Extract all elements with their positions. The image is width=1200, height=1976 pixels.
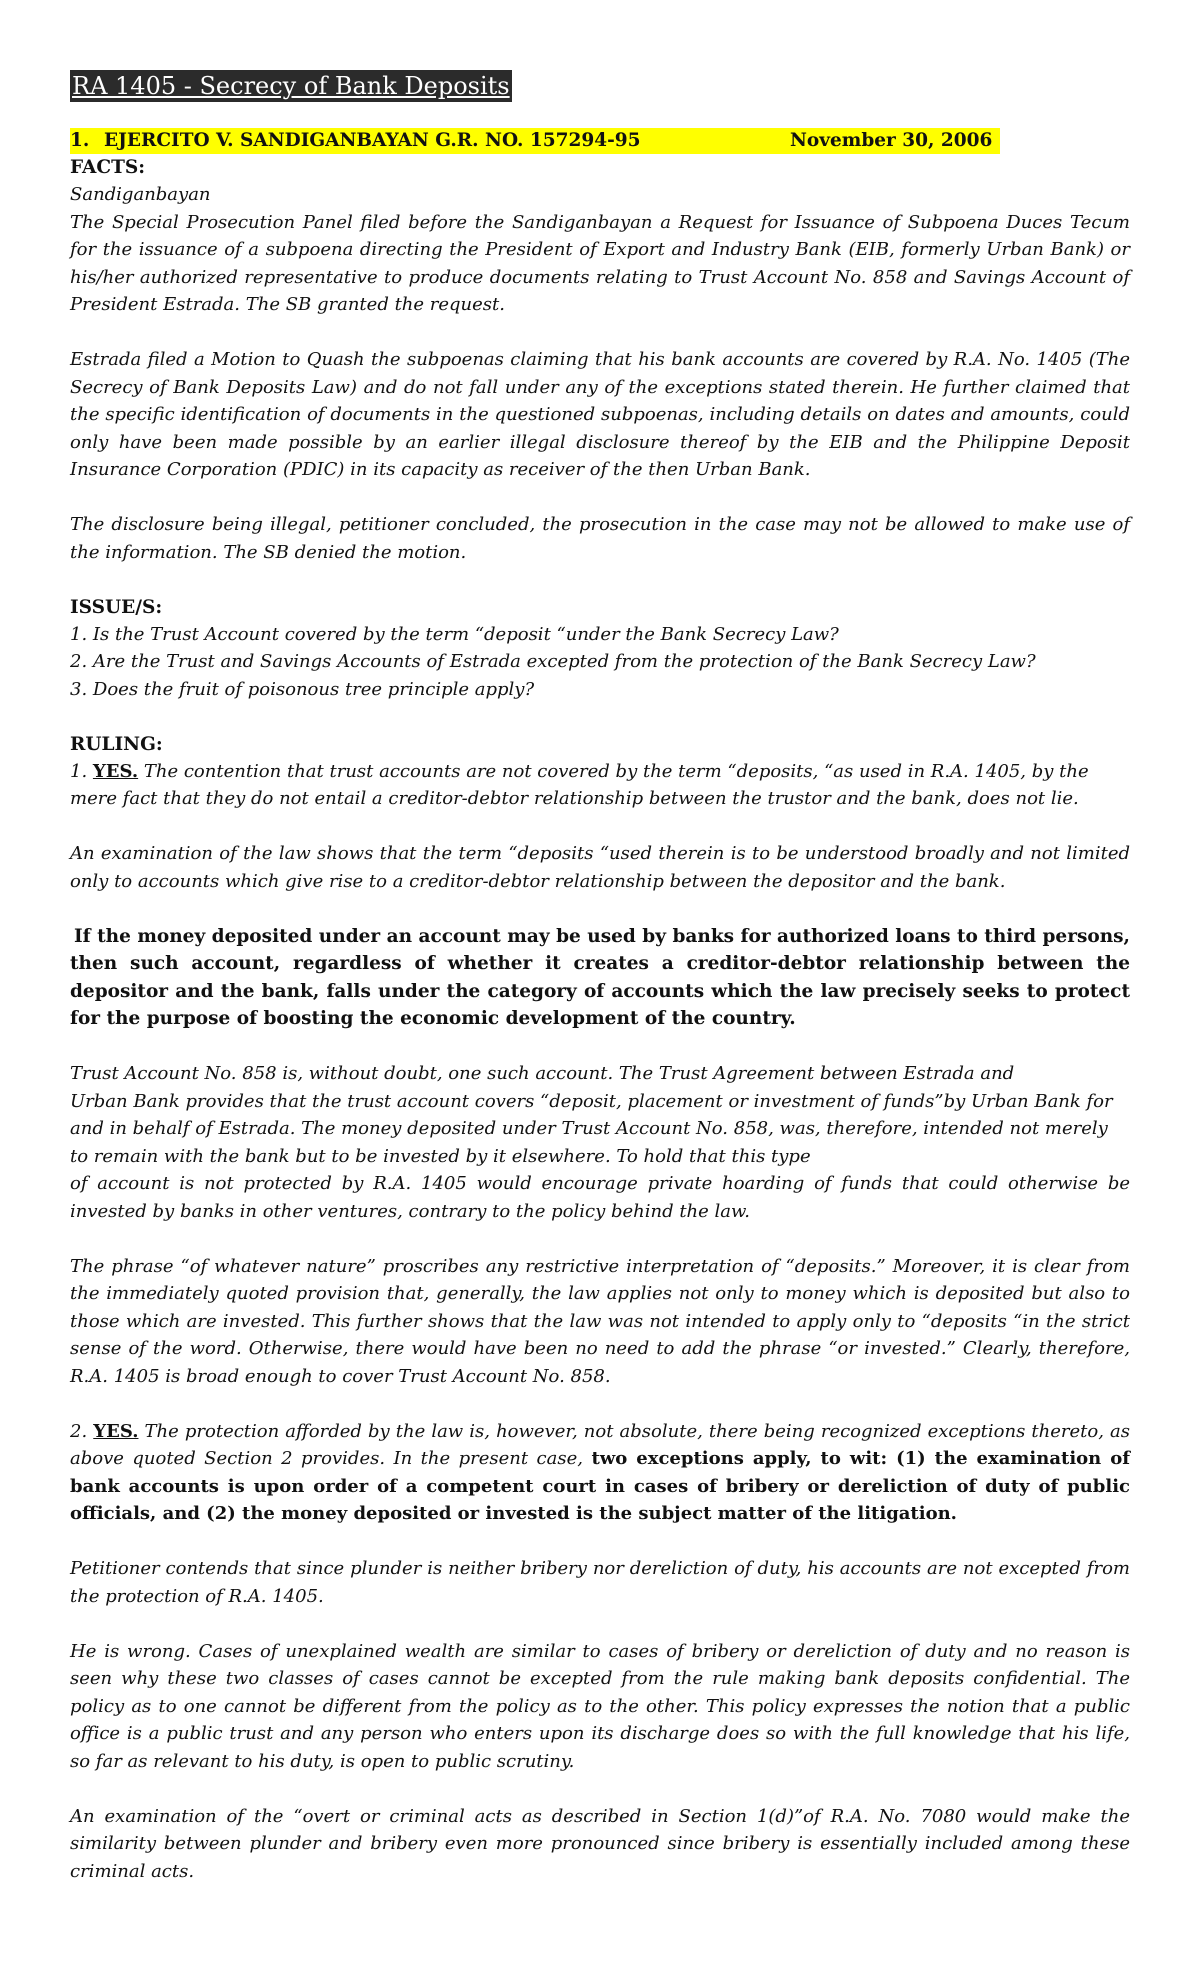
trust-account-line-2: Urban Bank provides that the trust account covers “deposit, placement or investment of funds”by Urban Bank for and in behalf of Estrada. The money deposited under Trust Account No. 858, was, therefore, intended not merely to remain with the bank but to be invested by it elsewhere. To hold that this type — [70, 1090, 1113, 1167]
issue-item: 3. Does the fruit of poisonous tree principle apply? — [70, 678, 535, 700]
ruling-2 — [70, 1418, 1130, 1528]
issue-item: 2. Are the Trust and Savings Accounts of Estrada excepted from the protection of the Bank Secrecy Law? — [70, 651, 1036, 672]
issues-label: ISSUE/S: — [70, 596, 163, 618]
document-page — [70, 70, 1130, 1885]
issue-item: 1. Is the Trust Account covered by the term “deposit “under the Bank Secrecy Law? — [70, 623, 839, 645]
facts-court: Sandiganbayan — [70, 184, 211, 205]
ruling-2-text: The protection afforded by the law is, however, not absolute, there being recognized exceptions thereto, as above quoted Section 2 provides. In the present case, — [70, 1420, 1130, 1469]
ruling-bold-paragraph: If the money deposited under an account may be used by banks for authorized loans to third persons, then such account, regardless of whether it creates a creditor-debtor relationship between the depositor and the bank, falls under the category of accounts which the law precisely seeks to protect for the purpose of boosting the economic development of the country. — [70, 925, 1130, 1029]
ruling-1-number: 1. — [70, 760, 88, 782]
ruling-1-text: The contention that trust accounts are not covered by the term “deposits, “as used in R.A. 1405, by the mere fact that they do not entail a creditor-debtor relationship between the trustor and the bank, does not lie. — [70, 760, 1089, 809]
trust-account-line-3: of account is not protected by R.A. 1405 would encourage private hoarding of funds that could otherwise be invested by banks in other ventures, contrary to the policy behind the law. — [70, 1173, 1130, 1222]
ruling-examination-paragraph: An examination of the law shows that the term “deposits “used therein is to be understood broadly and not limited only to accounts which give rise to a creditor-debtor relationship between the depositor and the bank. — [70, 843, 1130, 892]
ruling-2-number: 2. — [70, 1420, 88, 1442]
ruling-1-answer: YES. — [92, 760, 139, 782]
overt-acts-paragraph: An examination of the “overt or criminal acts as described in Section 1(d)”of R.A. No. 7080 would make the similarity between plunder and bribery even more pronounced since bribery is essentially included among these criminal acts. — [70, 1805, 1130, 1882]
facts-paragraph-3: The disclosure being illegal, petitioner concluded, the prosecution in the case may not be allowed to make use of the information. The SB denied the motion. — [70, 514, 1130, 563]
case-heading — [70, 128, 1000, 154]
ruling-2-exceptions: two exceptions apply, to wit: (1) the examination of bank accounts is upon order of a competent court in cases of bribery or dereliction of duty of public officials, and (2) the money deposited or invested is the subject matter of the litigation. — [70, 1448, 1131, 1524]
trust-account-line-1: Trust Account No. 858 is, without doubt, one such account. The Trust Agreement between Estrada and — [70, 1063, 1015, 1084]
document-title: RA 1405 - Secrecy of Bank Deposits — [72, 72, 510, 100]
he-is-wrong-paragraph: He is wrong. Cases of unexplained wealth are similar to cases of bribery or dereliction of duty and no reason is seen why these two classes of cases cannot be excepted from the rule making bank deposits confidential. The policy as to one cannot be different from the policy as to the other. This policy expresses the notion that a public office is a public trust and any person who enters upon its discharge does so with the full knowledge that his life, so far as relevant to his duty, is open to public scrutiny. — [70, 1640, 1130, 1772]
facts-paragraph-2: Estrada filed a Motion to Quash the subpoenas claiming that his bank accounts are covered by R.A. No. 1405 (The Secrecy of Bank Deposits Law) and do not fall under any of the exceptions stated therein. He further claimed that the specific identification of documents in the questioned subpoenas, including details on dates and amounts, could only have been made possible by an earlier illegal disclosure thereof by the EIB and the Philippine Deposit Insurance Corporation (PDIC) in its capacity as receiver of the then Urban Bank. — [70, 349, 1130, 480]
facts-label: FACTS: — [70, 157, 146, 178]
case-number: 1. — [70, 130, 90, 151]
ruling-1 — [70, 758, 1130, 813]
petitioner-paragraph: Petitioner contends that since plunder is neither bribery nor dereliction of duty, his accounts are not excepted from the protection of R.A. 1405. — [70, 1558, 1130, 1607]
facts-paragraph-1: The Special Prosecution Panel filed before the Sandiganbayan a Request for Issuance of Subpoena Duces Tecum for the issuance of a subpoena directing the President of Export and Industry Bank (EIB, formerly Urban Bank) or his/her authorized representative to produce documents relating to Trust Account No. 858 and Savings Account of President Estrada. The SB granted the request. — [70, 211, 1130, 315]
ruling-label: RULING: — [70, 733, 163, 755]
case-date: November 30, 2006 — [790, 130, 993, 151]
case-name: EJERCITO V. SANDIGANBAYAN G.R. NO. 157294-95 — [104, 130, 641, 151]
ruling-2-answer: YES. — [93, 1420, 139, 1442]
phrase-paragraph: The phrase “of whatever nature” proscribes any restrictive interpretation of “deposits.” Moreover, it is clear from the immediately quoted provision that, generally, the law applies not only to money which is deposited but also to those which are invested. This further shows that the law was not intended to apply only to “deposits “in the strict sense of the word. Otherwise, there would have been no need to add the phrase “or invested.” Clearly, therefore, R.A. 1405 is broad enough to cover Trust Account No. 858. — [70, 1255, 1130, 1387]
